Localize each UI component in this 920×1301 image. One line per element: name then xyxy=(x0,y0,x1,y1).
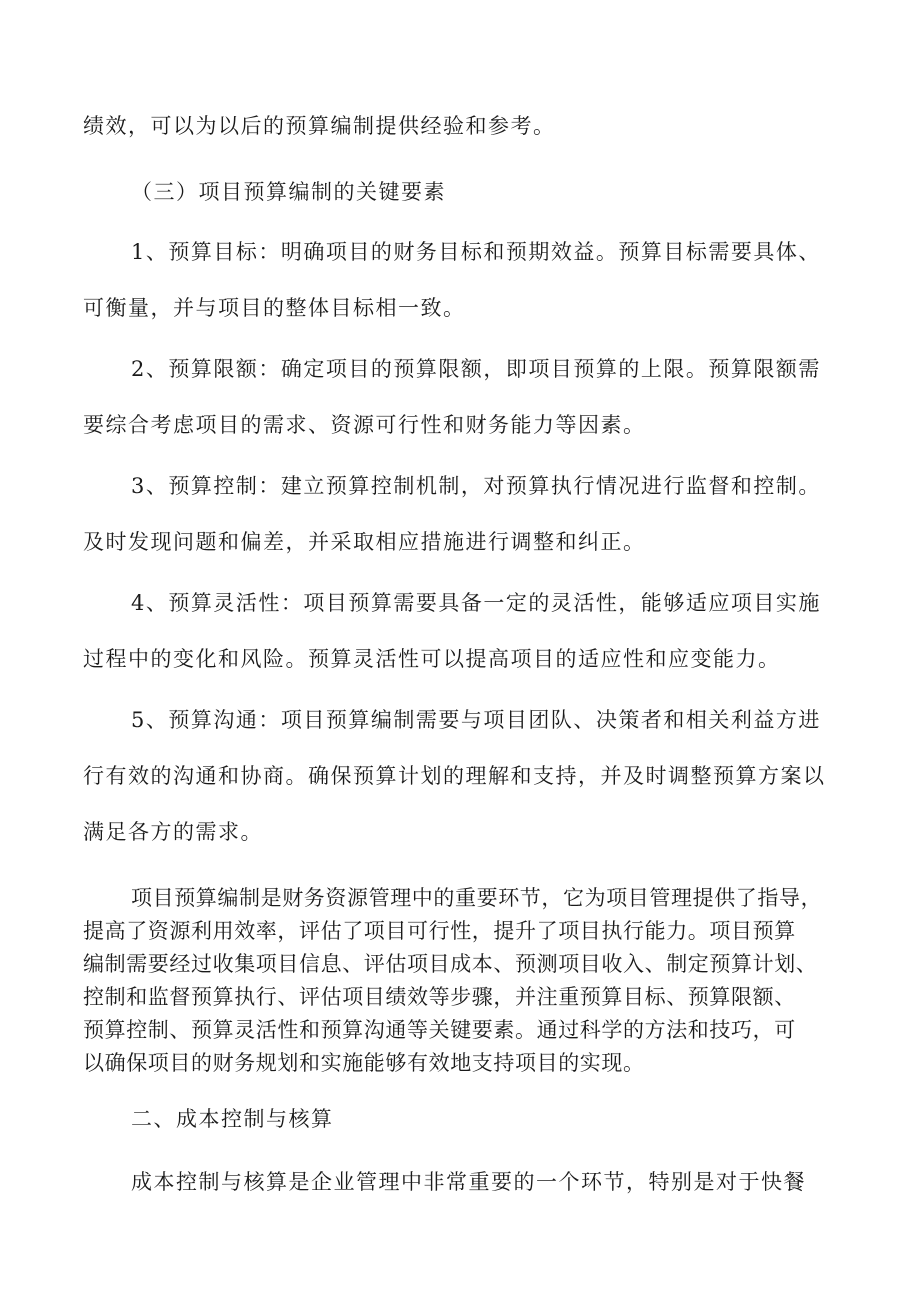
paragraph-continuation: 绩效，可以为以后的预算编制提供经验和参考。 xyxy=(83,114,556,138)
summary-paragraph-line-1: 项目预算编制是财务资源管理中的重要环节，它为项目管理提供了指导， xyxy=(131,886,823,910)
summary-paragraph-line-6: 以确保项目的财务规划和实施能够有效地支持项目的实现。 xyxy=(83,1051,645,1075)
summary-paragraph-line-2: 提高了资源利用效率，评估了项目可行性，提升了项目执行能力。项目预算 xyxy=(83,919,796,943)
list-item-5-line-3: 满足各方的需求。 xyxy=(83,820,263,844)
summary-paragraph-line-3: 编制需要经过收集项目信息、评估项目成本、预测项目收入、制定预算计划、 xyxy=(83,952,818,976)
list-item-1-line-1: 1、预算目标：明确项目的财务目标和预期效益。预算目标需要具体、 xyxy=(131,240,821,264)
summary-paragraph-line-5: 预算控制、预算灵活性和预算沟通等关键要素。通过科学的方法和技巧，可 xyxy=(83,1018,796,1042)
section-heading: （三）项目预算编制的关键要素 xyxy=(131,180,446,204)
list-item-2-line-1: 2、预算限额：确定项目的预算限额，即项目预算的上限。预算限额需 xyxy=(131,357,821,381)
list-item-2-line-2: 要综合考虑项目的需求、资源可行性和财务能力等因素。 xyxy=(83,413,646,437)
list-item-5-line-1: 5、预算沟通：项目预算编制需要与项目团队、决策者和相关利益方进 xyxy=(131,708,821,732)
list-item-1-line-2: 可衡量，并与项目的整体目标相一致。 xyxy=(83,296,466,320)
list-item-4-line-2: 过程中的变化和风险。预算灵活性可以提高项目的适应性和应变能力。 xyxy=(83,647,781,671)
chapter-heading: 二、成本控制与核算 xyxy=(131,1107,334,1131)
list-item-3-line-2: 及时发现问题和偏差，并采取相应措施进行调整和纠正。 xyxy=(83,530,646,554)
list-item-3-line-1: 3、预算控制：建立预算控制机制，对预算执行情况进行监督和控制。 xyxy=(131,474,821,498)
list-item-4-line-1: 4、预算灵活性：项目预算需要具备一定的灵活性，能够适应项目实施 xyxy=(131,591,821,615)
list-item-5-line-2: 行有效的沟通和协商。确保预算计划的理解和支持，并及时调整预算方案以 xyxy=(83,764,826,788)
paragraph-first-line: 成本控制与核算是企业管理中非常重要的一个环节，特别是对于快餐 xyxy=(131,1170,806,1194)
summary-paragraph-line-4: 控制和监督预算执行、评估项目绩效等步骤，并注重预算目标、预算限额、 xyxy=(83,985,796,1009)
